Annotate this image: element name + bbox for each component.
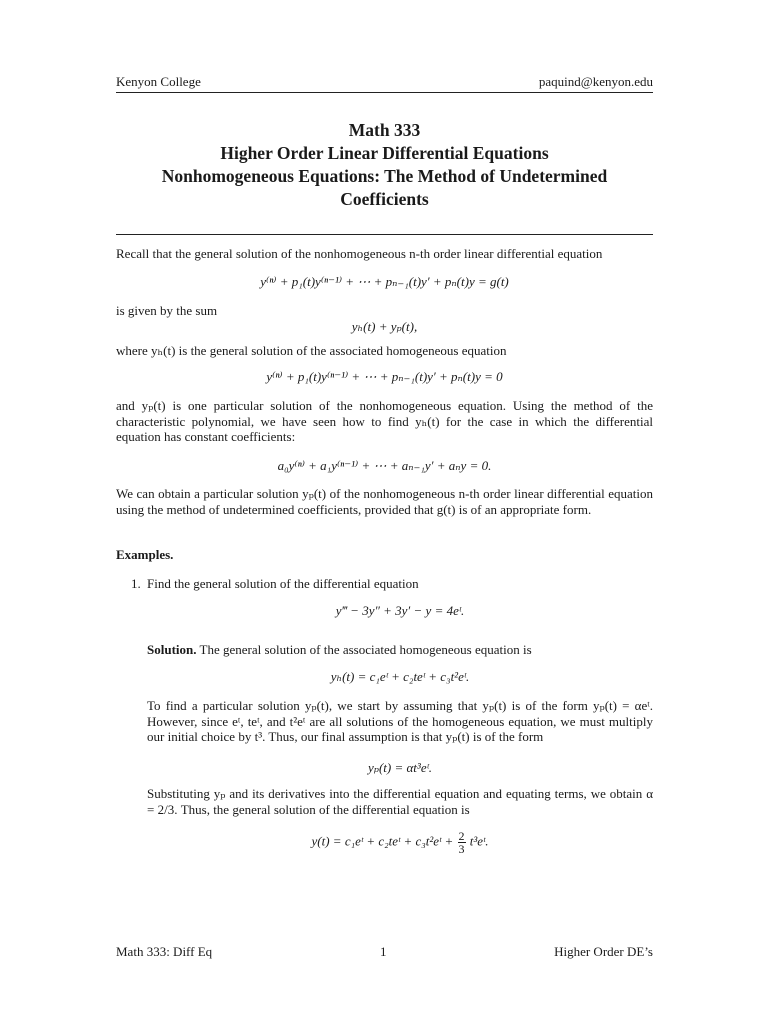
paragraph-undetermined: We can obtain a particular solution yₚ(t) of the nonhomogeneous n-th order linear differential equation using the method of undetermined coefficients, provided that g(t) is of an appropriate form. bbox=[116, 486, 653, 517]
example-prompt: Find the general solution of the differential equation bbox=[147, 576, 419, 591]
solution-label: Solution. bbox=[147, 642, 197, 657]
example-equation: y‴ − 3y″ + 3y′ − y = 4eᵗ. bbox=[335, 603, 465, 618]
title-subtopic: Nonhomogeneous Equations: The Method of Undetermined bbox=[161, 166, 608, 186]
title-topic: Higher Order Linear Differential Equations bbox=[220, 143, 549, 163]
equation-general-solution bbox=[147, 830, 653, 855]
title-course: Math 333 bbox=[348, 120, 421, 140]
equation-nonhomogeneous: y⁽ⁿ⁾ + p₁(t)y⁽ⁿ⁻¹⁾ + ⋯ + pₙ₋₁(t)y′ + pₙ(t)y = g(t) bbox=[260, 274, 509, 289]
examples-heading: Examples. bbox=[116, 547, 174, 562]
equation-constant-coefficients: a₀y⁽ⁿ⁾ + a₁y⁽ⁿ⁻¹⁾ + ⋯ + aₙ₋₁y′ + aₙy = 0. bbox=[277, 458, 492, 473]
paragraph-homogeneous-intro: where yₕ(t) is the general solution of the associated homogeneous equation bbox=[116, 343, 507, 358]
header-email: paquind@kenyon.edu bbox=[538, 74, 653, 89]
paragraph-particular: and yₚ(t) is one particular solution of the nonhomogeneous equation. Using the method of the characteristic polynomial, we have seen how to find yₕ(t) for the case in which the differential equation has constant coefficients: bbox=[116, 398, 653, 445]
header-rule bbox=[116, 92, 653, 93]
solution-paragraph bbox=[147, 642, 653, 658]
footer-page-number: 1 bbox=[380, 944, 387, 959]
solution-text: The general solution of the associated homogeneous equation is bbox=[199, 642, 532, 657]
equation-sum: yₕ(t) + yₚ(t), bbox=[351, 319, 418, 334]
fraction-numerator: 2 bbox=[458, 829, 465, 843]
page-title bbox=[116, 119, 653, 211]
footer-topic: Higher Order DE’s bbox=[554, 944, 653, 959]
equation-homogeneous-solution: yₕ(t) = c₁eᵗ + c₂teᵗ + c₃t²eᵗ. bbox=[330, 669, 470, 684]
general-solution-rhs: t³eᵗ. bbox=[469, 833, 489, 849]
paragraph-sum-intro: is given by the sum bbox=[116, 303, 218, 318]
equation-homogeneous: y⁽ⁿ⁾ + p₁(t)y⁽ⁿ⁻¹⁾ + ⋯ + pₙ₋₁(t)y′ + pₙ(t)y = 0 bbox=[266, 369, 503, 384]
general-solution-lhs: y(t) = c₁eᵗ + c₂teᵗ + c₃t²eᵗ + bbox=[311, 833, 454, 849]
paragraph-recall: Recall that the general solution of the nonhomogeneous n-th order linear differential equation bbox=[116, 246, 603, 261]
equation-particular-form: yₚ(t) = αt³eᵗ. bbox=[367, 760, 433, 775]
title-rule bbox=[116, 234, 653, 235]
fraction-two-thirds bbox=[458, 830, 466, 855]
title-subtopic-cont: Coefficients bbox=[340, 189, 429, 209]
footer-course: Math 333: Diff Eq bbox=[116, 944, 213, 959]
paragraph-particular-form: To find a particular solution yₚ(t), we start by assuming that yₚ(t) is of the form yₚ(t) = αeᵗ. However, since eᵗ, teᵗ, and t²eᵗ are all solutions of the homogeneous equation, we must multiply our initial choice by t³. Thus, our final assumption is that yₚ(t) is of the form bbox=[147, 698, 653, 745]
header-institution: Kenyon College bbox=[116, 74, 201, 89]
example-number: 1. bbox=[131, 576, 141, 591]
paragraph-substitution: Substituting yₚ and its derivatives into the differential equation and equating terms, we obtain α = 2/3. Thus, the general solution of the differential equation is bbox=[147, 786, 653, 817]
fraction-denominator: 3 bbox=[458, 842, 465, 856]
